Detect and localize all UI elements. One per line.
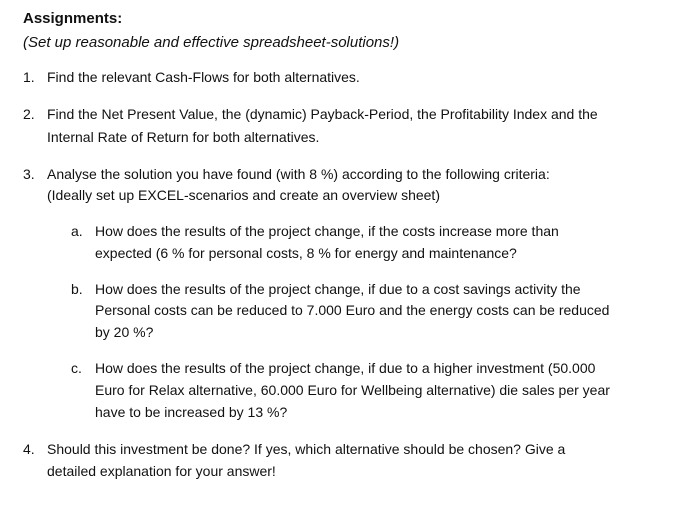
sub-list-text-line: How does the results of the project change, if due to a cost savings activity the: [95, 281, 581, 297]
sub-list-text-line: How does the results of the project change, if due to a higher investment (50.000: [95, 360, 596, 376]
list-text-line: Find the Net Present Value, the (dynamic) Payback-Period, the Profitability Index and the: [47, 106, 598, 122]
sub-list-letter: c.: [71, 360, 82, 376]
sub-list-letter: a.: [71, 223, 83, 239]
sub-list-letter: b.: [71, 281, 83, 297]
sub-list-text-line: Euro for Relax alternative, 60.000 Euro for Wellbeing alternative) die sales per year: [95, 382, 610, 398]
list-number: 3.: [23, 166, 35, 182]
list-text-line: Find the relevant Cash-Flows for both alternatives.: [47, 69, 360, 85]
sub-list-text-line: How does the results of the project change, if the costs increase more than: [95, 223, 559, 239]
list-text-line: (Ideally set up EXCEL-scenarios and create an overview sheet): [47, 187, 440, 203]
list-number: 2.: [23, 106, 35, 122]
list-number: 1.: [23, 69, 35, 85]
sub-list-text-line: have to be increased by 13 %?: [95, 404, 288, 420]
list-text-line: Internal Rate of Return for both alternatives.: [47, 129, 320, 145]
list-number: 4.: [23, 441, 35, 457]
sub-list-text-line: by 20 %?: [95, 324, 154, 340]
list-text-line: Should this investment be done? If yes, which alternative should be chosen? Give a: [47, 441, 566, 457]
page-subtitle: (Set up reasonable and effective spreadsheet-solutions!): [23, 34, 400, 51]
page-title: Assignments:: [23, 10, 123, 27]
list-text-line: detailed explanation for your answer!: [47, 463, 276, 479]
sub-list-text-line: Personal costs can be reduced to 7.000 Euro and the energy costs can be reduced: [95, 302, 610, 318]
sub-list-text-line: expected (6 % for personal costs, 8 % for energy and maintenance?: [95, 245, 517, 261]
list-text-line: Analyse the solution you have found (with 8 %) according to the following criteria:: [47, 166, 550, 182]
